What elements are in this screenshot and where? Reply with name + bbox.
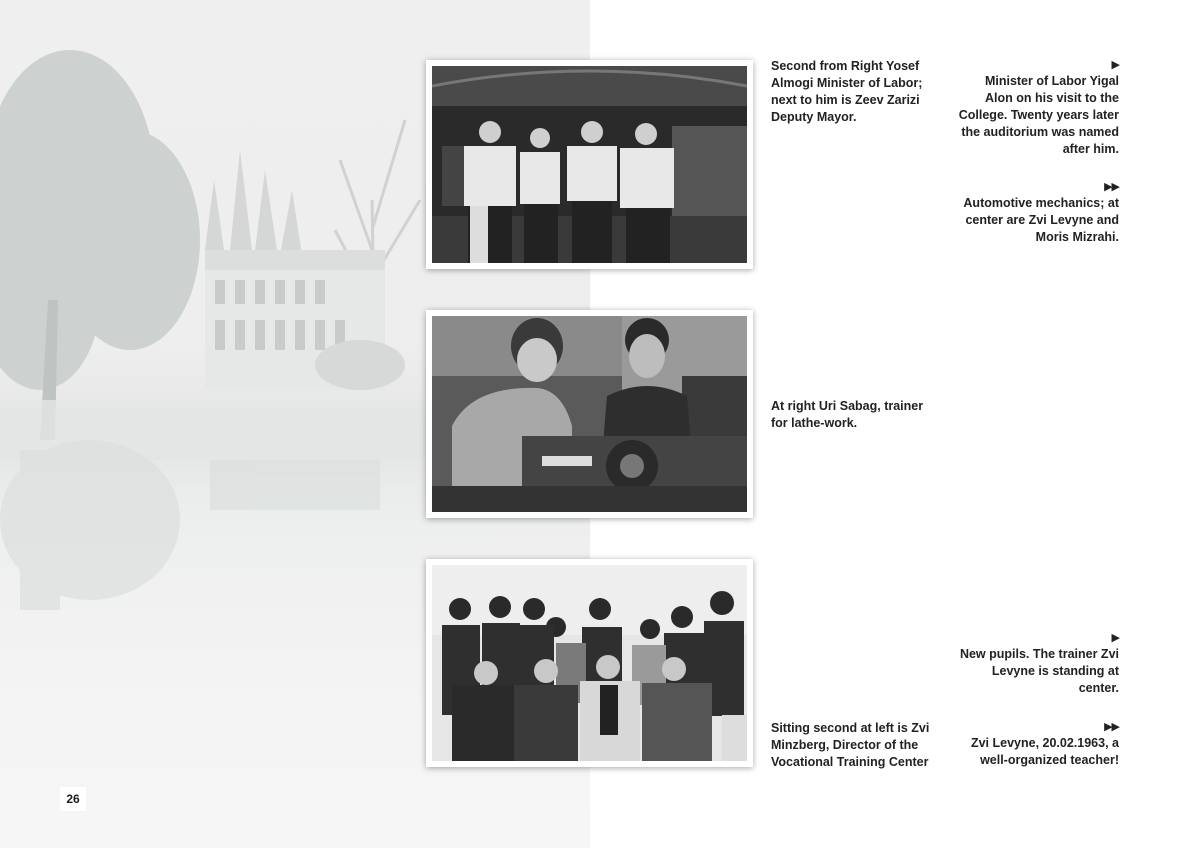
lathe-work-photo-image [432,316,747,512]
photo-workshop-visit [426,60,753,269]
side-note-4 [955,720,1119,769]
single-arrow-marker-icon: ▶ [1111,59,1119,71]
side-note-3-text: New pupils. The trainer Zvi Levyne is standing at center. [959,647,1119,695]
side-note-1 [955,58,1119,158]
single-arrow-marker-icon: ▶ [1111,632,1119,644]
photo1-caption [771,58,936,126]
photo2-caption-text: At right Uri Sabag, trainer for lathe-work. [771,399,924,430]
side-note-1-text: Minister of Labor Yigal Alon on his visit to the College. Twenty years later the auditorium was named after him. [958,74,1119,156]
side-note-4-text: Zvi Levyne, 20.02.1963, a well-organized teacher! [970,736,1119,767]
page-number: 26 [60,787,86,811]
side-note-2 [955,180,1119,246]
double-arrow-marker-icon: ▶▶ [1104,721,1119,733]
group-portrait-photo-image [432,565,747,761]
photo3-caption-text: Sitting second at left is Zvi Minzberg, Director of the Vocational Training Center [771,721,930,769]
photo-group-portrait [426,559,753,767]
double-arrow-marker-icon: ▶▶ [1104,181,1119,193]
photo-lathe-work [426,310,753,518]
side-note-3 [955,631,1119,697]
photo1-caption-text: Second from Right Yosef Almogi Minister of Labor; next to him is Zeev Zarizi Deputy Mayor. [771,59,923,124]
workshop-visit-photo-image [432,66,747,263]
photo3-caption [771,720,941,771]
photo2-caption [771,398,941,432]
side-note-2-text: Automotive mechanics; at center are Zvi Levyne and Moris Mizrahi. [963,196,1119,244]
